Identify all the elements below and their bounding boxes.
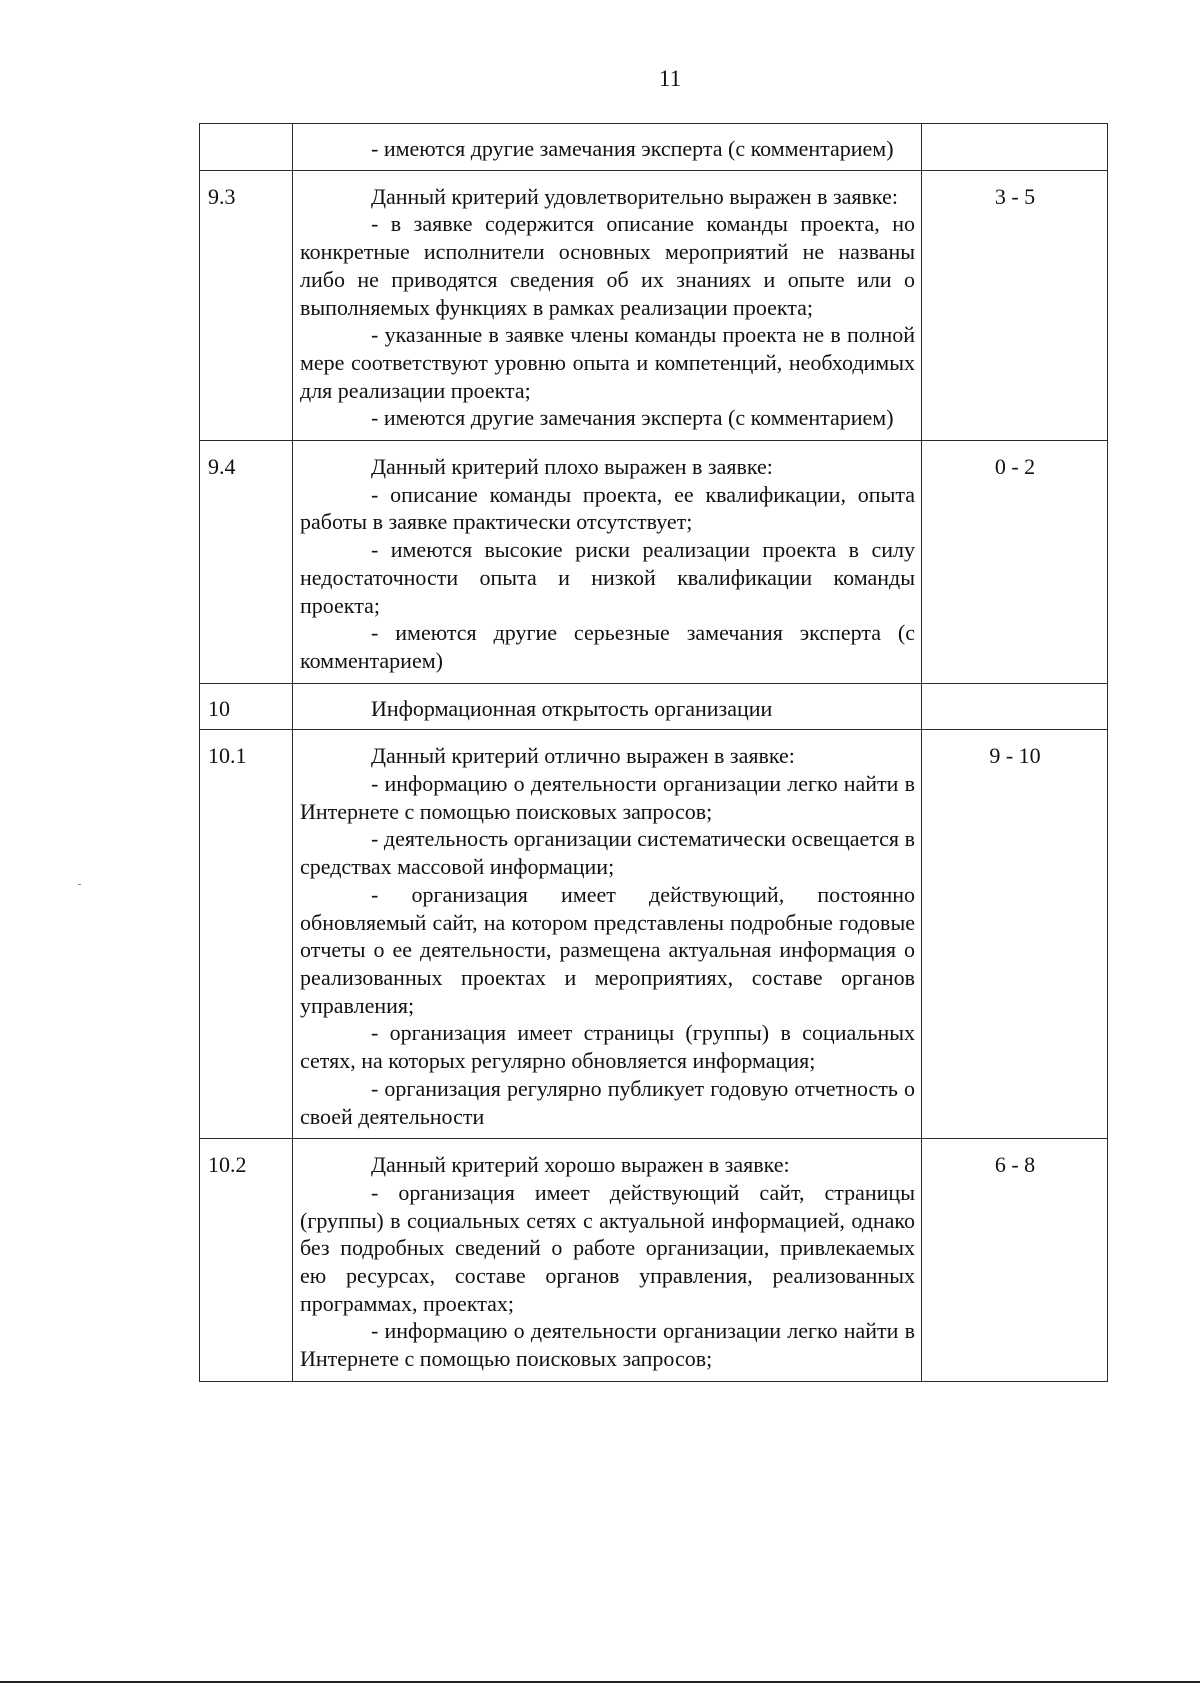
criterion-description [293,441,922,684]
criterion-number: 9.3 [200,170,293,440]
table-row [200,730,1108,1139]
criterion-score: 9 - 10 [922,730,1108,1139]
criterion-description [293,1139,922,1382]
criterion-description [293,170,922,440]
criterion-number [200,124,293,171]
section-title: Информационная открытость организации [371,695,773,721]
criteria-table [199,123,1108,1382]
table-row [200,170,1108,440]
description-line: - описание команды проекта, ее квалификации, опыта работы в заявке практически отсутствует; [300,481,915,535]
description-line: - организация имеет действующий, постоянно обновляемый сайт, на котором представлены подробные годовые отчеты о ее деятельности, размещена актуальная информация о реализованных проектах и мероприятиях, составе органов управления; [300,881,915,1018]
description-line: - организация регулярно публикует годовую отчетность о своей деятельности [300,1075,915,1129]
page-number: 11 [658,66,682,91]
description-line: Данный критерий хорошо выражен в заявке: [371,1152,790,1178]
criterion-score [922,124,1108,171]
table-row [200,124,1108,171]
criterion-number: 10.1 [200,730,293,1139]
criterion-score [922,683,1108,730]
criterion-description [293,124,922,171]
description-line: - деятельность организации систематически освещается в средствах массовой информации; [300,826,915,880]
description-line: - имеются высокие риски реализации проекта в силу недостаточности опыта и низкой квалификации команды проекта; [300,537,915,618]
description-line: - организация имеет действующий сайт, страницы (группы) в социальных сетях с актуальной информацией, однако без подробных сведений о работе организации, привлекаемых ею ресурсах, составе органов управления, реализованных программах, проектах; [300,1179,915,1316]
description-line: - имеются другие серьезные замечания эксперта (с комментарием) [300,620,915,673]
table-row [200,1139,1108,1382]
description-line: - организация имеет страницы (группы) в социальных сетях, на которых регулярно обновляется информация; [300,1020,915,1074]
scan-mark [78,884,81,885]
description-line: - имеются другие замечания эксперта (с комментарием) [371,136,894,161]
criterion-score: 6 - 8 [922,1139,1108,1382]
criterion-description [293,683,922,730]
description-line: Данный критерий плохо выражен в заявке: [371,454,773,480]
table-row [200,441,1108,684]
description-line: - указанные в заявке члены команды проекта не в полной мере соответствуют уровню опыта и компетенций, необходимых для реализации проекта; [300,322,915,403]
criterion-number: 10.2 [200,1139,293,1382]
description-line: - имеются другие замечания эксперта (с комментарием) [371,405,894,431]
description-line: - информацию о деятельности организации легко найти в Интернете с помощью поисковых запросов; [300,771,915,824]
criterion-score: 0 - 2 [922,441,1108,684]
criterion-score: 3 - 5 [922,170,1108,440]
description-line: Данный критерий удовлетворительно выражен в заявке: [371,183,898,209]
criterion-number: 9.4 [200,441,293,684]
description-line: - информацию о деятельности организации легко найти в Интернете с помощью поисковых запросов; [300,1318,915,1372]
bottom-edge-rule [0,1681,1200,1683]
criterion-number: 10 [200,683,293,730]
description-line: - в заявке содержится описание команды проекта, но конкретные исполнители основных мероприятий не названы либо не приводятся сведения об их знаниях и опыте или о выполняемых функциях в рамках реализации проекта; [300,211,915,320]
criterion-description [293,730,922,1139]
description-line: Данный критерий отлично выражен в заявке: [371,743,795,769]
table-row [200,683,1108,730]
